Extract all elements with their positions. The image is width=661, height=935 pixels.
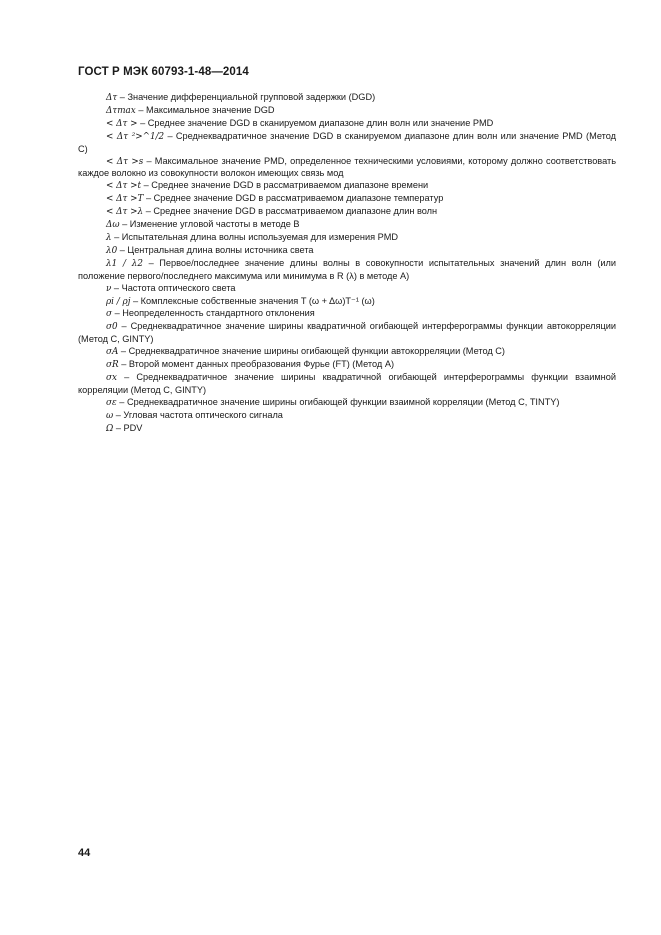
definition-text: – Частота оптического света [111,282,236,293]
definition-item [78,296,616,309]
definition-text: – Среднеквадратичное значение ширины огибающей функции взаимной корреляции (Метод С, TINTY) [116,396,560,407]
definition-text: – PDV [113,422,143,433]
definition-text: – Среднеквадратичное значение ширины квадратичной огибающей интерферограммы функции взаимной корреляции (Метод С, GINTY) [78,371,616,395]
definition-item [78,258,616,283]
definition-symbol: Δω [106,220,120,231]
definition-item [78,219,616,232]
definition-symbol: σε [106,397,117,408]
definition-text: – Первое/последнее значение длины волны в совокупности испытательных значений длин волн (или положение первого/последнего максимума или минимума в R (λ) в методе А) [78,257,617,281]
definition-item [78,180,616,193]
definition-text: – Второй момент данных преобразования Фурье (FT) (Метод А) [118,359,395,370]
definition-symbol: < Δτ >λ [106,207,144,218]
definition-item [78,372,616,397]
definition-text: – Комплексные собственные значения T (ω + Δω)T⁻¹ (ω) [130,295,375,306]
definition-text: – Среднеквадратичное значение ширины огибающей функции автокорреляции (Метод С) [118,346,505,357]
definition-symbol: ν [106,283,112,294]
page-number: 44 [78,847,91,859]
definition-symbol: λ1 / λ2 [106,258,143,269]
definition-text: – Среднее значение DGD в рассматриваемом диапазоне длин волн [143,206,438,217]
definition-text: – Среднее значение DGD в рассматриваемом диапазоне температур [143,193,444,204]
definition-symbol: ω [106,410,114,421]
definition-item [78,156,616,181]
definition-symbol: σx [106,372,117,383]
definition-symbol: λ0 [106,245,118,256]
definition-item [78,397,616,410]
definition-symbol: < Δτ ²>^1/2 [106,131,165,142]
definition-text: – Значение дифференциальной групповой задержки (DGD) [117,92,376,102]
definition-text: – Максимальное значение PMD, определенное техническими условиями, которому должно соответствовать каждое волокно из совокупности волокон имеющих связь мод [78,155,616,179]
definition-text: – Среднеквадратичное значение DGD в сканируемом диапазоне длин волн или значение PMD (Метод С) [78,130,616,154]
definitions-list [78,92,616,435]
definition-text: – Среднее значение DGD в сканируемом диапазоне длин волн или значение PMD [137,117,494,128]
definition-symbol: Δτmax [106,105,136,116]
definition-symbol: ρi / ρj [106,296,131,307]
definition-symbol: σR [106,360,119,371]
definition-symbol: Δτ [106,93,118,103]
definition-item [78,283,616,296]
definition-text: – Центральная длина волны источника света [117,244,314,255]
definition-text: – Неопределенность стандартного отклонения [112,308,315,319]
definition-text: – Среднее значение DGD в рассматриваемом диапазоне времени [141,180,429,191]
definition-symbol: σ [106,309,113,320]
definition-item [78,423,616,436]
definition-text: – Изменение угловой частоты в методе В [119,219,300,230]
definition-item [78,206,616,219]
definition-symbol: < Δτ >T [106,194,144,205]
definition-item [78,92,616,105]
document-header: ГОСТ Р МЭК 60793-1-48—2014 [78,66,249,78]
definition-item [78,359,616,372]
definition-item [78,245,616,258]
definition-text: – Испытательная длина волны используемая для измерения PMD [111,231,399,242]
definition-item [78,410,616,423]
definition-item [78,118,616,131]
definition-text: – Максимальное значение DGD [135,104,275,115]
definition-symbol: σ0 [106,322,118,333]
definition-symbol: < Δτ >t [106,181,142,192]
definition-item [78,346,616,359]
definition-symbol: Ω [106,423,114,434]
definition-item [78,131,616,156]
definition-text: – Среднеквадратичное значение ширины квадратичной огибающей интерферограммы функции автокорреляции (Метод С, GINTY) [78,321,616,345]
definition-item [78,308,616,321]
definition-item [78,232,616,245]
definition-text: – Угловая частота оптического сигнала [113,409,283,420]
definition-item [78,193,616,206]
definition-item [78,321,616,346]
definition-symbol: σA [106,347,119,358]
definition-item [78,105,616,118]
definition-symbol: < Δτ >s [106,156,144,167]
definition-symbol: λ [106,232,112,243]
definition-symbol: < Δτ > [106,118,138,129]
